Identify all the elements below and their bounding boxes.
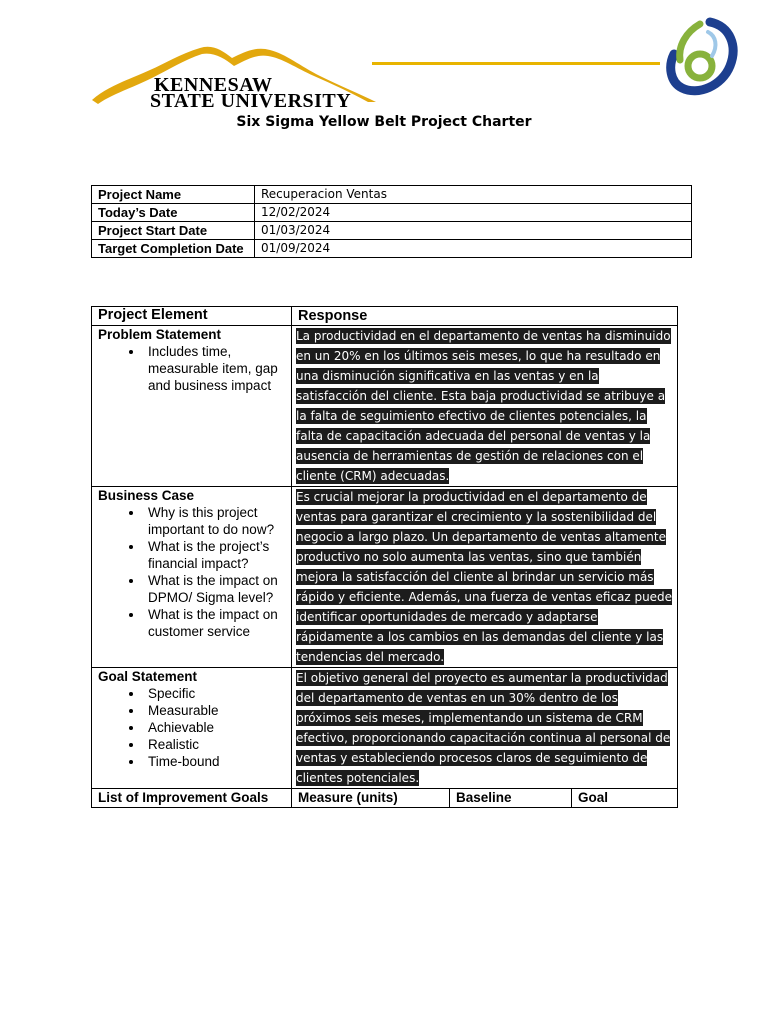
university-name-line2: STATE UNIVERSITY — [150, 90, 352, 112]
goal-statement-text: El objetivo general del proyecto es aumentar la productividad del departamento de ventas en un 30% dentro de los próximos seis meses, implementando un sistema de CRM efectivo, proporcionando capacitación continua al personal de ventas y estableciendo procesos claros de seguimiento de clientes potenciales. — [296, 671, 671, 785]
problem-statement-bullets — [98, 343, 285, 394]
start-date-value: 01/03/2024 — [255, 222, 692, 240]
goal-statement-title: Goal Statement — [98, 669, 198, 684]
improvement-goals-header-row — [92, 789, 678, 808]
todays-date-value: 12/02/2024 — [255, 204, 692, 222]
project-info-table — [91, 185, 692, 258]
list-item: • Achievable — [144, 719, 285, 736]
project-name-value: Recuperacion Ventas — [255, 186, 692, 204]
goal-statement-response — [292, 668, 678, 789]
list-item: • Why is this project important to do now? — [144, 504, 285, 538]
improvement-goals-label: List of Improvement Goals — [92, 789, 292, 808]
problem-statement-response — [292, 326, 678, 487]
business-case-title: Business Case — [98, 488, 195, 503]
todays-date-label: Today’s Date — [92, 204, 255, 222]
list-item: • Specific — [144, 685, 285, 702]
project-element-header: Project Element — [92, 307, 292, 326]
list-item: • What is the impact on DPMO/ Sigma level? — [144, 572, 285, 606]
problem-statement-text: La productividad en el departamento de ventas ha disminuido en un 20% en los últimos seis meses, lo que ha resultado en una disminución significativa en las ventas y en la satisfacción del cliente. Esta baja productividad se atribuye a la falta de seguimiento efectivo de clientes potenciales, la falta de capacitación adecuada del personal de ventas y la ausencia de herramientas de gestión de relaciones con el cliente (CRM) adecuadas. — [296, 329, 671, 483]
goal-statement-element — [92, 668, 292, 789]
header-divider — [372, 62, 660, 65]
table-row — [92, 240, 692, 258]
problem-statement-row — [92, 326, 678, 487]
list-item: • What is the impact on customer service — [144, 606, 285, 640]
university-name-line1: KENNESAW — [154, 74, 273, 96]
business-case-bullets — [98, 504, 285, 640]
business-case-element — [92, 487, 292, 668]
table-row — [92, 204, 692, 222]
response-header: Response — [292, 307, 678, 326]
target-completion-label: Target Completion Date — [92, 240, 255, 258]
business-case-response — [292, 487, 678, 668]
goal-statement-bullets — [98, 685, 285, 770]
document-title-text: Six Sigma Yellow Belt Project Charter — [236, 114, 532, 130]
business-case-row — [92, 487, 678, 668]
table-header-row — [92, 307, 678, 326]
kennesaw-state-logo — [88, 40, 380, 114]
list-item: • Time-bound — [144, 753, 285, 770]
table-row — [92, 222, 692, 240]
goal-header: Goal — [572, 789, 678, 808]
charter-table — [91, 306, 678, 808]
problem-statement-element — [92, 326, 292, 487]
business-case-text: Es crucial mejorar la productividad en el departamento de ventas para garantizar el crecimiento y la sostenibilidad del negocio a largo plazo. Un departamento de ventas altamente productivo no solo aumenta las ventas, sino que también mejora la satisfacción del cliente al brindar un servicio más rápido y eficiente. Además, una fuerza de ventas eficaz puede identificar oportunidades de mercado y adaptarse rápidamente a los cambios en las demandas del cliente y las tendencias del mercado. — [296, 490, 673, 664]
measure-units-header: Measure (units) — [292, 789, 450, 808]
start-date-label: Project Start Date — [92, 222, 255, 240]
list-item: • Realistic — [144, 736, 285, 753]
baseline-header: Baseline — [450, 789, 572, 808]
list-item: • Includes time, measurable item, gap and business impact — [144, 343, 285, 394]
table-row — [92, 186, 692, 204]
project-name-label: Project Name — [92, 186, 255, 204]
target-completion-value: 01/09/2024 — [255, 240, 692, 258]
goal-statement-row — [92, 668, 678, 789]
list-item: • Measurable — [144, 702, 285, 719]
problem-statement-title: Problem Statement — [98, 327, 222, 342]
list-item: • What is the project’s financial impact? — [144, 538, 285, 572]
six-sigma-swirl-icon — [660, 16, 740, 100]
document-title — [0, 114, 768, 130]
